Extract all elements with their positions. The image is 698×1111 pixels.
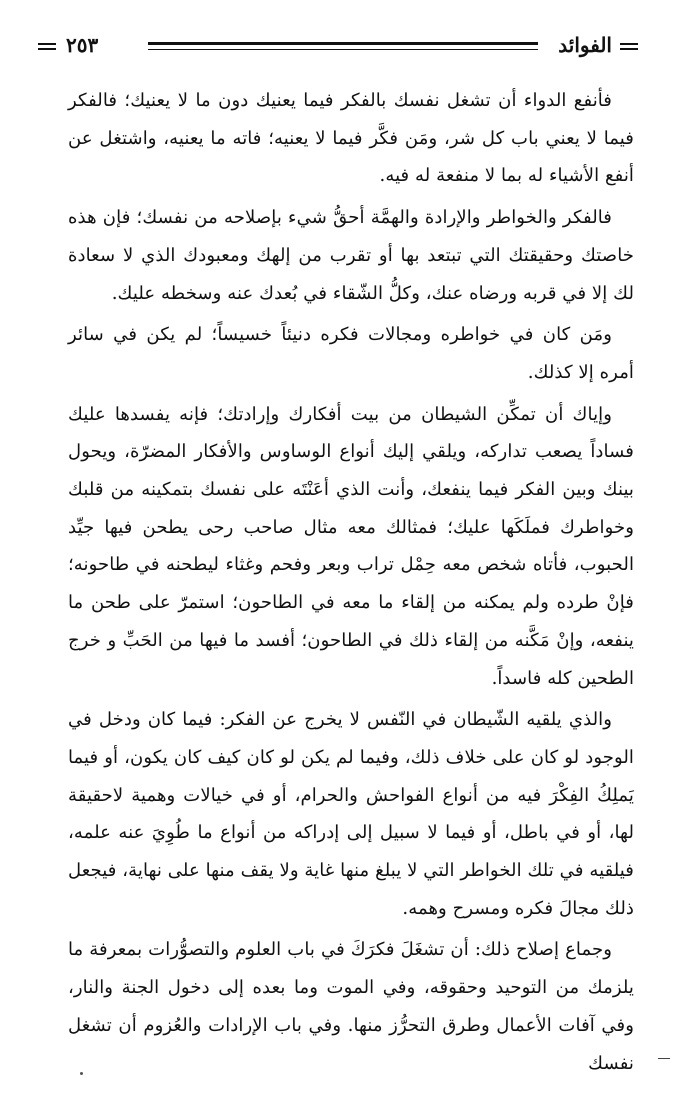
- paragraph-4: وإياك أن تمكِّن الشيطان من بيت أفكارك وإرادتك؛ فإنه يفسدها عليك فساداً يصعب تداركه، ويلقي إليك أنواع الوساوس والأفكار المضرّة، ويحول بينك وبين الفكر فيما ينفعك، وأنت الذي أعَنْتَه على نفسك بتمكينه من قلبك وخواطرك فملَكَها عليك؛ فمثالك معه مثال صاحب رحى يطحن فيها جيِّد الحبوب، فأتاه شخص معه حِمْل تراب وبعر وفحم وغثاء ليطحنه في طاحونه؛ فإنْ طرده ولم يمكنه من إلقاء ما معه في الطاحون؛ استمرّ على طحن ما ينفعه، وإنْ مَكَّنه من إلقاء ذلك في الطاحون؛ أفسد ما فيها من الحَبِّ و خرج الطحين كله فاسداً.: [68, 403, 634, 689]
- page-number: ٢٥٣: [66, 33, 99, 57]
- margin-dot: [80, 1072, 83, 1075]
- page-header: [38, 30, 638, 64]
- book-title: الفوائد: [558, 33, 612, 57]
- paragraph-2: فالفكر والخواطر والإرادة والهمَّة أحقُّ شيء بإصلاحه من نفسك؛ فإن هذه خاصتك وحقيقتك التي تبتعد بها أو تقرب من إلهك ومعبودك الذي لا سعادة لك إلا في قربه ورضاه عنك، وكلُّ الشّقاء في بُعدك عنه وسخطه عليك.: [68, 207, 634, 304]
- header-rule: [148, 42, 538, 50]
- paragraph-5: والذي يلقيه الشّيطان في النّفس لا يخرج عن الفكر: فيما كان ودخل في الوجود لو كان على خلاف ذلك، وفيما لم يكن لو كان كيف كان يكون، أو فيما يَملِكُ الفِكْرَ فيه من أنواع الفواحش والحرام، أو في خيالات وهمية لاحقيقة لها، أو في باطل، أو فيما لا سبيل إلى إدراكه من أنواع ما طُوِيَ عنه علمه، فيلقيه في تلك الخواطر التي لا يبلغ منها غاية ولا يقف منها على نهاية، فيجعل ذلك مجالَ فكره ومسرح وهمه.: [68, 709, 634, 919]
- paragraph-3: ومَن كان في خواطره ومجالات فكره دنيئاً خسيساً؛ لم يكن في سائر أمره إلا كذلك.: [68, 324, 634, 383]
- page-body: [68, 82, 634, 1086]
- paragraph-1: فأنفع الدواء أن تشغل نفسك بالفكر فيما يعنيك دون ما لا يعنيك؛ فالفكر فيما لا يعني باب كل شر، ومَن فكَّر فيما لا يعنيه؛ فاته ما يعنيه، واشتغل عن أنفع الأشياء له بما لا منفعة له فيه.: [68, 90, 634, 187]
- paragraph-6: وجماع إصلاح ذلك: أن تشغَلَ فكرَكَ في باب العلوم والتصوُّرات بمعرفة ما يلزمك من التوحيد وحقوقه، وفي الموت وما بعده إلى دخول الجنة والنار، وفي آفات الأعمال وطرق التحرُّز منها. وفي باب الإرادات والعُزوم أن تشغل نفسك: [68, 939, 634, 1074]
- margin-mark: [658, 1058, 670, 1059]
- header-dash-left: [38, 43, 56, 50]
- header-dash-right: [620, 43, 638, 50]
